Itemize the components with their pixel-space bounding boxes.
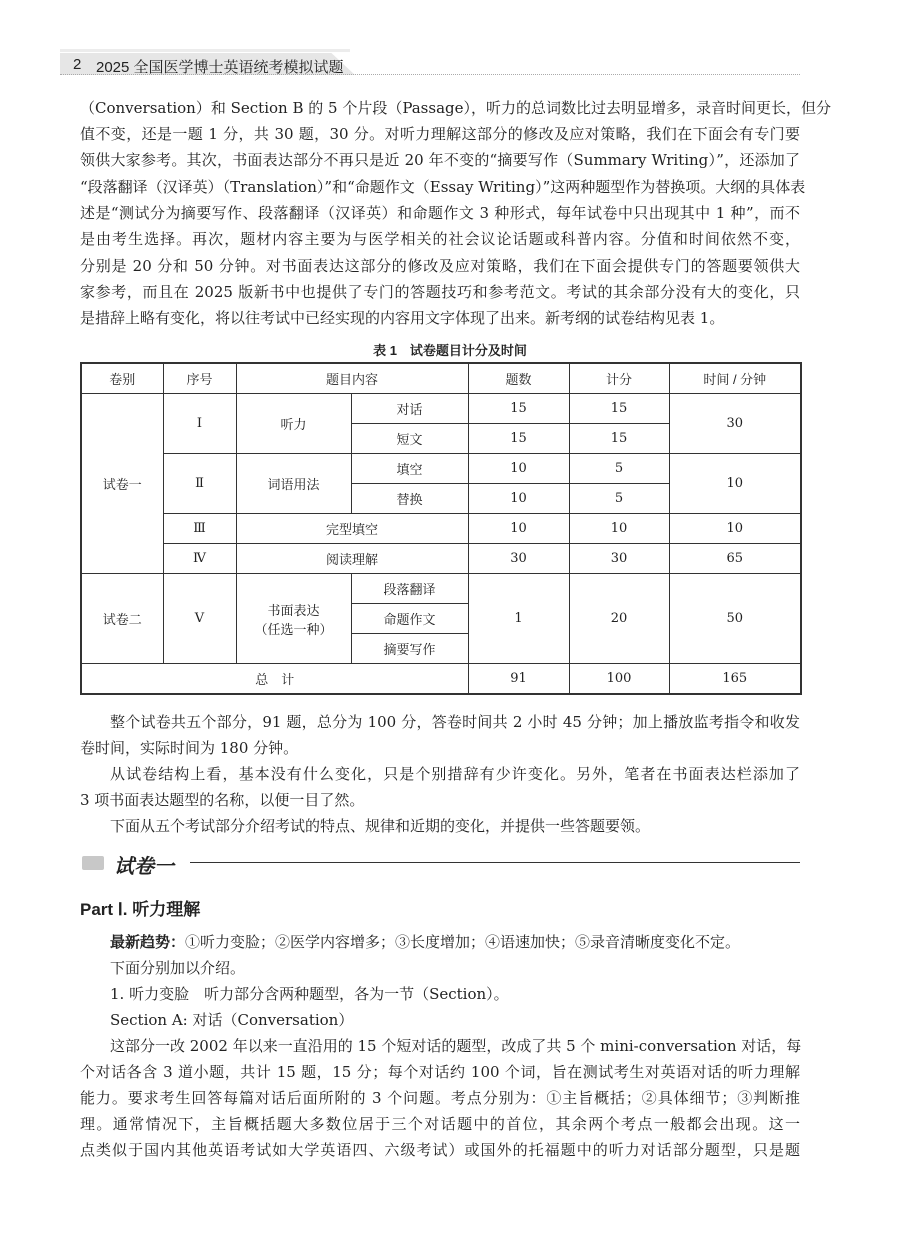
body-line: 3 项书面表达题型的名称，以便一目了然。 xyxy=(80,791,365,809)
total-label: 总 计 xyxy=(81,664,468,695)
table-row xyxy=(81,394,801,424)
name-cell: 听力 xyxy=(236,394,351,454)
no-cell: Ⅱ xyxy=(163,454,236,514)
intro-line: 领供大家参考。其次，书面表达部分不再只是近 20 年不变的“摘要写作（Summary Writing）”，还添加了 xyxy=(80,151,800,169)
sub-cell: 命题作文 xyxy=(351,604,468,634)
table-header-row xyxy=(81,363,801,394)
sub-cell: 填空 xyxy=(351,454,468,484)
count-cell: 10 xyxy=(468,484,569,514)
sub-cell: 替换 xyxy=(351,484,468,514)
intro-line: 述是“测试分为摘要写作、段落翻译（汉译英）和命题作文 3 种形式，每年试卷中只出现其中 1 种”，而不 xyxy=(80,204,800,222)
table-caption: 表 1 试卷题目计分及时间 xyxy=(373,343,527,358)
part-title: Part Ⅰ. 听力理解 xyxy=(80,900,201,919)
no-cell: Ⅳ xyxy=(163,544,236,574)
count-cell: 1 xyxy=(468,574,569,664)
col-header: 序号 xyxy=(163,363,236,394)
body-line: Section A: 对话（Conversation） xyxy=(110,1011,354,1029)
col-header: 题目内容 xyxy=(236,363,468,394)
sub-cell: 摘要写作 xyxy=(351,634,468,664)
intro-line: 是措辞上略有变化，将以往考试中已经实现的内容用文字体现了出来。新考纲的试卷结构见表 1。 xyxy=(80,309,725,327)
time-cell: 10 xyxy=(669,454,801,514)
col-header: 卷别 xyxy=(81,363,163,394)
name-cell xyxy=(236,574,351,664)
score-cell: 15 xyxy=(569,394,669,424)
col-header: 题数 xyxy=(468,363,569,394)
section-heading xyxy=(80,850,800,878)
intro-line: 是由考生选择。再次，题材内容主要为与医学相关的社会议论话题或科普内容。分值和时间依然不变， xyxy=(80,230,800,248)
intro-line: 值不变，还是一题 1 分，共 30 题，30 分。对听力理解这部分的修改及应对策略，我们在下面会有专门要 xyxy=(80,125,800,143)
no-cell: Ⅴ xyxy=(163,574,236,664)
total-row xyxy=(81,664,801,695)
trend-text: ①听力变脸；②医学内容增多；③长度增加；④语速加快；⑤录音清晰度变化不定。 xyxy=(185,933,741,951)
name-cell: 词语用法 xyxy=(236,454,351,514)
col-header: 计分 xyxy=(569,363,669,394)
total-time: 165 xyxy=(669,664,801,695)
body-line: 从试卷结构上看，基本没有什么变化，只是个别措辞有少许变化。另外，笔者在书面表达栏添加了 xyxy=(110,765,800,783)
count-cell: 30 xyxy=(468,544,569,574)
section-rule xyxy=(190,862,800,863)
score-cell: 20 xyxy=(569,574,669,664)
name-cell: 阅读理解 xyxy=(236,544,468,574)
body-line: 能力。要求考生回答每篇对话后面所附的 3 个问题。考点分别为：①主旨概括；②具体细节；③判断推 xyxy=(80,1089,800,1107)
page-number: 2 xyxy=(73,56,82,73)
header-decoration xyxy=(60,49,350,52)
time-cell: 65 xyxy=(669,544,801,574)
table-row xyxy=(81,454,801,484)
body-line: 理。通常情况下，主旨概括题大多数位居于三个对话题中的首位，其余两个考点一般都会出现。这一 xyxy=(80,1115,800,1133)
exam-structure-table xyxy=(80,362,802,695)
count-cell: 10 xyxy=(468,454,569,484)
intro-line: （Conversation）和 Section B 的 5 个片段（Passage），听力的总词数比过去明显增多，录音时间更长，但分 xyxy=(80,99,832,117)
table-row xyxy=(81,544,801,574)
section-title: 试卷一 xyxy=(114,854,174,878)
body-line: 卷时间，实际时间为 180 分钟。 xyxy=(80,739,299,757)
body-line: 个对话各含 3 道小题，共计 15 题，15 分；每个对话约 100 个词，旨在测试考生对英语对话的听力理解 xyxy=(80,1063,800,1081)
name-note: （任选一种） xyxy=(254,622,333,638)
trend-label: 最新趋势： xyxy=(110,934,186,951)
total-count: 91 xyxy=(468,664,569,695)
sub-cell: 对话 xyxy=(351,394,468,424)
time-cell: 30 xyxy=(669,394,801,454)
no-cell: Ⅰ xyxy=(163,394,236,454)
sub-cell: 短文 xyxy=(351,424,468,454)
score-cell: 10 xyxy=(569,514,669,544)
body-line: 点类似于国内其他英语考试如大学英语四、六级考试）或国外的托福题中的听力对话部分题型，只是题 xyxy=(80,1141,800,1159)
intro-line: 家参考，而且在 2025 版新书中也提供了专门的答题技巧和参考范文。考试的其余部分没有大的变化，只 xyxy=(80,283,800,301)
body-line: 下面从五个考试部分介绍考试的特点、规律和近期的变化，并提供一些答题要领。 xyxy=(110,817,651,835)
body-line: 这部分一改 2002 年以来一直沿用的 15 个短对话的题型，改成了共 5 个 mini-conversation 对话，每 xyxy=(110,1037,802,1055)
score-cell: 5 xyxy=(569,484,669,514)
body-line: 整个试卷共五个部分，91 题，总分为 100 分，答卷时间共 2 小时 45 分钟；加上播放监考指令和收发 xyxy=(110,713,800,731)
intro-line: 分别是 20 分和 50 分钟。对书面表达这部分的修改及应对策略，我们在下面会提供专门的答题要领供大 xyxy=(80,257,800,275)
intro-line: “段落翻译（汉译英）（Translation）”和“命题作文（Essay Writing）”这两种题型作为替换项。大纲的具体表 xyxy=(80,178,806,196)
total-score: 100 xyxy=(569,664,669,695)
score-cell: 15 xyxy=(569,424,669,454)
book-icon xyxy=(82,856,104,870)
time-cell: 50 xyxy=(669,574,801,664)
col-header: 时间 / 分钟 xyxy=(669,363,801,394)
name-text: 书面表达 xyxy=(267,603,320,619)
body-line: 下面分别加以介绍。 xyxy=(110,959,246,977)
count-cell: 15 xyxy=(468,394,569,424)
sub-cell: 段落翻译 xyxy=(351,574,468,604)
trend-line xyxy=(110,932,800,953)
name-cell: 完型填空 xyxy=(236,514,468,544)
score-cell: 30 xyxy=(569,544,669,574)
count-cell: 15 xyxy=(468,424,569,454)
body-line: 1. 听力变脸 听力部分含两种题型，各为一节（Section）。 xyxy=(110,985,509,1003)
time-cell: 10 xyxy=(669,514,801,544)
table-row xyxy=(81,574,801,604)
no-cell: Ⅲ xyxy=(163,514,236,544)
table-row xyxy=(81,514,801,544)
paper-cell: 试卷二 xyxy=(81,574,163,664)
count-cell: 10 xyxy=(468,514,569,544)
score-cell: 5 xyxy=(569,454,669,484)
paper-cell: 试卷一 xyxy=(81,394,163,574)
running-title: 2025 全国医学博士英语统考模拟试题 xyxy=(96,59,344,76)
